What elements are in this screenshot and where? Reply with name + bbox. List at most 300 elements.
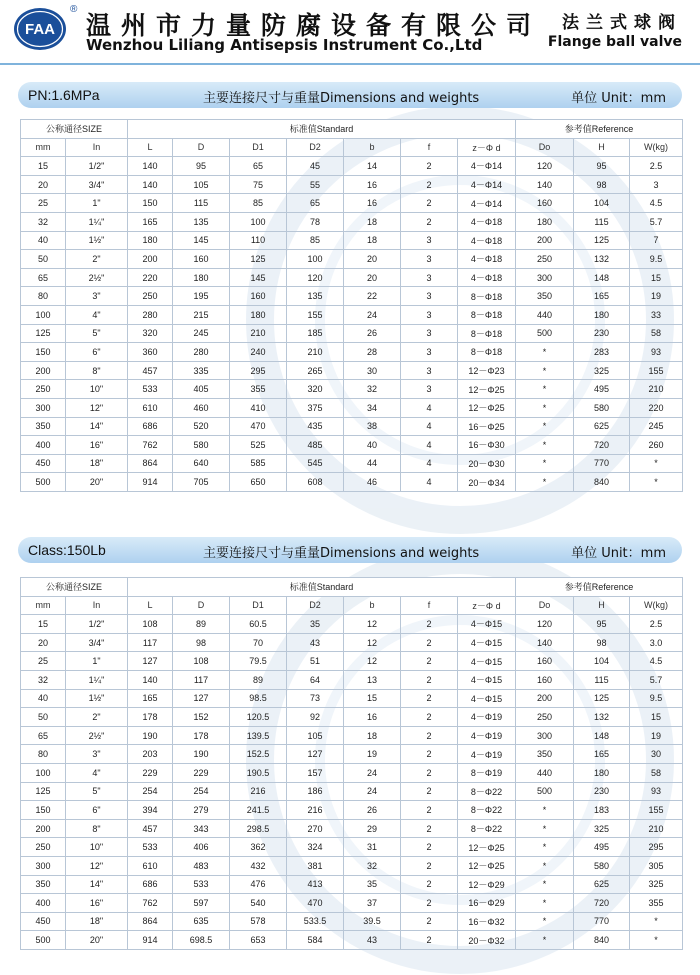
table-cell: 610	[128, 856, 173, 875]
class-label: PN:1.6MPa	[28, 87, 100, 103]
table-cell: 2"	[66, 250, 128, 269]
table-cell: 2	[401, 838, 458, 857]
table-cell: 2	[401, 726, 458, 745]
table-cell: 914	[128, 473, 173, 492]
table-cell: 15	[21, 615, 66, 634]
table-cell: *	[516, 856, 574, 875]
table-cell: 43	[344, 931, 401, 950]
dimension-table-class150	[20, 577, 683, 950]
table-cell: 20－Φ34	[458, 473, 516, 492]
table-cell: 625	[574, 875, 630, 894]
table-cell: 1½"	[66, 231, 128, 250]
table-cell: 335	[173, 361, 230, 380]
table-cell: 125	[21, 324, 66, 343]
column-header: D2	[287, 596, 344, 615]
table-cell: 12－Φ25	[458, 856, 516, 875]
table-cell: 30	[630, 745, 683, 764]
table-cell: 12	[344, 615, 401, 634]
table-cell: 16－Φ29	[458, 894, 516, 913]
table-row	[21, 745, 683, 764]
table-cell: 104	[574, 194, 630, 213]
table-cell: 35	[344, 875, 401, 894]
table-cell: 360	[128, 343, 173, 362]
table-cell: 864	[128, 912, 173, 931]
table-cell: 200	[516, 231, 574, 250]
table-cell: 350	[21, 417, 66, 436]
table-row	[21, 782, 683, 801]
table-row	[21, 454, 683, 473]
table-cell: 305	[630, 856, 683, 875]
table-cell: 105	[287, 726, 344, 745]
table-cell: 3	[401, 343, 458, 362]
table-cell: 2	[401, 801, 458, 820]
table-cell: 320	[128, 324, 173, 343]
table-cell: 160	[516, 670, 574, 689]
table-cell: 533	[173, 875, 230, 894]
table-cell: 8－Φ22	[458, 782, 516, 801]
table-cell: 16－Φ25	[458, 417, 516, 436]
table-cell: 100	[21, 763, 66, 782]
table-cell: 580	[173, 436, 230, 455]
table-cell: 457	[128, 361, 173, 380]
table-cell: 2	[401, 175, 458, 194]
table-cell: 686	[128, 417, 173, 436]
table-cell: 4－Φ15	[458, 652, 516, 671]
product-name-en: Flange ball valve	[547, 34, 682, 50]
column-header: D	[173, 596, 230, 615]
table-cell: 432	[230, 856, 287, 875]
section-bar-pn16	[18, 82, 682, 108]
table-cell: 19	[630, 287, 683, 306]
table-cell: 2	[401, 912, 458, 931]
table-cell: 78	[287, 212, 344, 231]
table-cell: 95	[173, 157, 230, 176]
table-cell: 640	[173, 454, 230, 473]
table-cell: 20	[21, 175, 66, 194]
table-row	[21, 652, 683, 671]
table-cell: 230	[574, 782, 630, 801]
table-cell: 30	[344, 361, 401, 380]
table-cell: 190	[128, 726, 173, 745]
table-cell: 32	[21, 212, 66, 231]
table-cell: 4"	[66, 305, 128, 324]
table-cell: 405	[173, 380, 230, 399]
column-header: H	[574, 138, 630, 157]
table-cell: 229	[128, 763, 173, 782]
table-cell: *	[516, 417, 574, 436]
table-cell: 5"	[66, 782, 128, 801]
table-cell: 186	[287, 782, 344, 801]
table-cell: 1¼"	[66, 670, 128, 689]
table-cell: 125	[574, 231, 630, 250]
table-cell: 914	[128, 931, 173, 950]
table-cell: 12	[344, 652, 401, 671]
table-cell: 625	[574, 417, 630, 436]
table-cell: 12	[344, 633, 401, 652]
table-cell: 125	[230, 250, 287, 269]
table-cell: 216	[230, 782, 287, 801]
table-cell: *	[516, 931, 574, 950]
table-cell: 2	[401, 931, 458, 950]
table-cell: 525	[230, 436, 287, 455]
table-cell: 720	[574, 894, 630, 913]
table-cell: 100	[287, 250, 344, 269]
table-cell: 3	[401, 268, 458, 287]
table-cell: 2½"	[66, 268, 128, 287]
table-row	[21, 875, 683, 894]
table-row	[21, 931, 683, 950]
table-cell: 8－Φ22	[458, 819, 516, 838]
table-cell: *	[516, 380, 574, 399]
table-cell: 152	[173, 708, 230, 727]
column-header: In	[66, 138, 128, 157]
class-label: Class:150Lb	[28, 542, 106, 558]
table-cell: 495	[574, 838, 630, 857]
table-cell: 125	[574, 689, 630, 708]
table-cell: 381	[287, 856, 344, 875]
table-cell: 20	[344, 250, 401, 269]
dimension-table-pn16	[20, 119, 683, 492]
table-cell: 400	[21, 894, 66, 913]
table-cell: 157	[287, 763, 344, 782]
table-cell: 125	[21, 782, 66, 801]
table-cell: 185	[287, 324, 344, 343]
table-cell: 355	[630, 894, 683, 913]
table-cell: 608	[287, 473, 344, 492]
table-cell: 24	[344, 763, 401, 782]
table-cell: 8－Φ18	[458, 343, 516, 362]
table-cell: 215	[173, 305, 230, 324]
table-cell: 18"	[66, 912, 128, 931]
table-cell: 25	[21, 194, 66, 213]
table-cell: 440	[516, 305, 574, 324]
table-cell: 120	[516, 157, 574, 176]
table-cell: 139.5	[230, 726, 287, 745]
table-cell: 394	[128, 801, 173, 820]
table-cell: 15	[344, 689, 401, 708]
table-cell: 245	[173, 324, 230, 343]
table-cell: 95	[574, 157, 630, 176]
table-cell: 2	[401, 819, 458, 838]
table-cell: 80	[21, 287, 66, 306]
table-cell: *	[630, 912, 683, 931]
table-cell: 155	[630, 801, 683, 820]
table-cell: 2	[401, 157, 458, 176]
table-cell: 79.5	[230, 652, 287, 671]
table-cell: *	[516, 361, 574, 380]
section-bar-class150	[18, 537, 682, 563]
table-cell: 3	[401, 380, 458, 399]
table-cell: 127	[173, 689, 230, 708]
table-cell: 2	[401, 875, 458, 894]
table-cell: 104	[574, 652, 630, 671]
table-cell: 1/2"	[66, 615, 128, 634]
table-cell: 29	[344, 819, 401, 838]
table-cell: 8－Φ18	[458, 324, 516, 343]
table-cell: 580	[574, 856, 630, 875]
table-cell: 14"	[66, 417, 128, 436]
table-cell: 3"	[66, 745, 128, 764]
table-row	[21, 212, 683, 231]
table-cell: 350	[516, 287, 574, 306]
table-cell: 2½"	[66, 726, 128, 745]
table-cell: 100	[21, 305, 66, 324]
table-cell: 500	[516, 324, 574, 343]
table-cell: 14	[344, 157, 401, 176]
table-cell: 2	[401, 689, 458, 708]
header-rule	[0, 63, 700, 65]
table-cell: 245	[630, 417, 683, 436]
table-cell: 457	[128, 819, 173, 838]
table-cell: *	[516, 473, 574, 492]
table-cell: 4－Φ18	[458, 212, 516, 231]
table-cell: 1"	[66, 652, 128, 671]
table-cell: 51	[287, 652, 344, 671]
table-cell: 2	[401, 763, 458, 782]
table-cell: 180	[230, 305, 287, 324]
table-cell: 1½"	[66, 689, 128, 708]
table-cell: 160	[516, 194, 574, 213]
table-cell: 300	[21, 398, 66, 417]
table-row	[21, 726, 683, 745]
table-cell: 33	[630, 305, 683, 324]
table-cell: 155	[287, 305, 344, 324]
column-header: L	[128, 138, 173, 157]
table-cell: 120	[287, 268, 344, 287]
table-row	[21, 763, 683, 782]
table-cell: 40	[21, 231, 66, 250]
table-cell: 2	[401, 745, 458, 764]
table-cell: 4－Φ14	[458, 157, 516, 176]
table-cell: 435	[287, 417, 344, 436]
table-cell: 343	[173, 819, 230, 838]
column-header: D	[173, 138, 230, 157]
table-cell: 32	[344, 380, 401, 399]
table-row	[21, 912, 683, 931]
table-cell: 24	[344, 782, 401, 801]
table-cell: 350	[21, 875, 66, 894]
table-cell: 12－Φ23	[458, 361, 516, 380]
section-title: 主要连接尺寸与重量Dimensions and weights	[203, 546, 480, 561]
table-cell: 190.5	[230, 763, 287, 782]
table-cell: 3/4"	[66, 175, 128, 194]
table-cell: 220	[630, 398, 683, 417]
table-cell: 720	[574, 436, 630, 455]
table-cell: 22	[344, 287, 401, 306]
table-cell: 2	[401, 615, 458, 634]
table-cell: 89	[173, 615, 230, 634]
column-header: mm	[21, 138, 66, 157]
unit-label: 单位 Unit：mm	[571, 546, 666, 561]
table-cell: 840	[574, 473, 630, 492]
table-cell: 280	[128, 305, 173, 324]
table-cell: 39.5	[344, 912, 401, 931]
table-cell: 2	[401, 633, 458, 652]
table-cell: 500	[21, 473, 66, 492]
table-cell: 178	[173, 726, 230, 745]
table-cell: 295	[230, 361, 287, 380]
table-cell: 250	[516, 250, 574, 269]
table-cell: 44	[344, 454, 401, 473]
table-cell: 413	[287, 875, 344, 894]
table-cell: 840	[574, 931, 630, 950]
table-cell: 155	[630, 361, 683, 380]
table-cell: 2"	[66, 708, 128, 727]
table-cell: 85	[287, 231, 344, 250]
table-cell: 320	[287, 380, 344, 399]
table-cell: 20"	[66, 473, 128, 492]
table-cell: 20	[21, 633, 66, 652]
product-name-cn: 法兰式球阀	[562, 13, 682, 33]
table-cell: 117	[128, 633, 173, 652]
table-cell: 37	[344, 894, 401, 913]
column-header-row	[21, 596, 683, 615]
size-group-header: 公称通径SIZE	[21, 578, 128, 597]
table-cell: 115	[574, 212, 630, 231]
column-header: D1	[230, 138, 287, 157]
standard-group-header: 标准值Standard	[128, 578, 516, 597]
table-cell: 210	[630, 380, 683, 399]
table-cell: 298.5	[230, 819, 287, 838]
table-cell: 19	[630, 726, 683, 745]
table-cell: 400	[21, 436, 66, 455]
table-cell: 117	[173, 670, 230, 689]
table-cell: 100	[230, 212, 287, 231]
table-cell: 98.5	[230, 689, 287, 708]
table-cell: 31	[344, 838, 401, 857]
table-cell: 8－Φ18	[458, 287, 516, 306]
table-cell: 770	[574, 454, 630, 473]
column-header: In	[66, 596, 128, 615]
table-cell: 152.5	[230, 745, 287, 764]
table-cell: 2	[401, 782, 458, 801]
table-cell: 500	[516, 782, 574, 801]
table-cell: 585	[230, 454, 287, 473]
table-cell: 4	[401, 436, 458, 455]
table-cell: 190	[173, 745, 230, 764]
table-cell: 8"	[66, 819, 128, 838]
table-cell: 16－Φ32	[458, 912, 516, 931]
table-cell: 2	[401, 856, 458, 875]
table-cell: 470	[230, 417, 287, 436]
table-cell: 4－Φ14	[458, 194, 516, 213]
standard-group-header: 标准值Standard	[128, 120, 516, 139]
table-cell: 165	[128, 212, 173, 231]
table-cell: 55	[287, 175, 344, 194]
table-cell: 20－Φ32	[458, 931, 516, 950]
table-cell: *	[516, 838, 574, 857]
table-cell: 70	[230, 633, 287, 652]
table-cell: 26	[344, 801, 401, 820]
table-cell: 127	[287, 745, 344, 764]
table-cell: 9.5	[630, 689, 683, 708]
table-cell: 705	[173, 473, 230, 492]
table-cell: 2	[401, 652, 458, 671]
table-cell: 65	[21, 268, 66, 287]
table-cell: 216	[287, 801, 344, 820]
table-cell: *	[516, 436, 574, 455]
table-row	[21, 380, 683, 399]
table-cell: 450	[21, 912, 66, 931]
table-cell: 18	[344, 726, 401, 745]
table-cell: 476	[230, 875, 287, 894]
table-cell: *	[630, 473, 683, 492]
table-cell: 135	[287, 287, 344, 306]
table-cell: 375	[287, 398, 344, 417]
table-cell: *	[516, 801, 574, 820]
table-cell: 355	[230, 380, 287, 399]
column-header: D2	[287, 138, 344, 157]
table-cell: 135	[173, 212, 230, 231]
table-cell: 12－Φ25	[458, 380, 516, 399]
table-cell: 18	[344, 231, 401, 250]
table-cell: 65	[21, 726, 66, 745]
table-cell: 254	[128, 782, 173, 801]
table-cell: 105	[173, 175, 230, 194]
table-cell: 6"	[66, 343, 128, 362]
table-cell: 115	[574, 670, 630, 689]
table-cell: 16	[344, 708, 401, 727]
table-cell: 16"	[66, 894, 128, 913]
table-cell: 698.5	[173, 931, 230, 950]
table-cell: 180	[574, 763, 630, 782]
table-cell: 3	[401, 324, 458, 343]
table-cell: 5.7	[630, 670, 683, 689]
table-cell: 19	[344, 745, 401, 764]
table-cell: 98	[574, 175, 630, 194]
table-cell: 770	[574, 912, 630, 931]
table-row	[21, 361, 683, 380]
table-cell: 150	[21, 343, 66, 362]
table-cell: 610	[128, 398, 173, 417]
table-cell: 92	[287, 708, 344, 727]
table-cell: 127	[128, 652, 173, 671]
table-cell: 4－Φ19	[458, 726, 516, 745]
table-cell: 18"	[66, 454, 128, 473]
table-cell: 483	[173, 856, 230, 875]
table-cell: 35	[287, 615, 344, 634]
table-cell: 150	[128, 194, 173, 213]
column-header: W(kg)	[630, 596, 683, 615]
table-cell: 65	[287, 194, 344, 213]
table-cell: 95	[574, 615, 630, 634]
table-cell: 250	[21, 838, 66, 857]
table-row	[21, 708, 683, 727]
column-header: L	[128, 596, 173, 615]
table-cell: 132	[574, 708, 630, 727]
table-cell: 1/2"	[66, 157, 128, 176]
table-cell: 43	[287, 633, 344, 652]
table-cell: 578	[230, 912, 287, 931]
table-cell: 16	[344, 175, 401, 194]
table-cell: 2	[401, 894, 458, 913]
table-cell: 132	[574, 250, 630, 269]
table-row	[21, 838, 683, 857]
table-cell: 362	[230, 838, 287, 857]
table-cell: 140	[128, 157, 173, 176]
table-cell: 584	[287, 931, 344, 950]
table-cell: 16"	[66, 436, 128, 455]
table-cell: 85	[230, 194, 287, 213]
table-cell: 12－Φ29	[458, 875, 516, 894]
table-cell: 295	[630, 838, 683, 857]
table-cell: 148	[574, 268, 630, 287]
table-cell: 15	[21, 157, 66, 176]
table-cell: 220	[128, 268, 173, 287]
table-cell: 500	[21, 931, 66, 950]
column-header: mm	[21, 596, 66, 615]
table-row	[21, 157, 683, 176]
